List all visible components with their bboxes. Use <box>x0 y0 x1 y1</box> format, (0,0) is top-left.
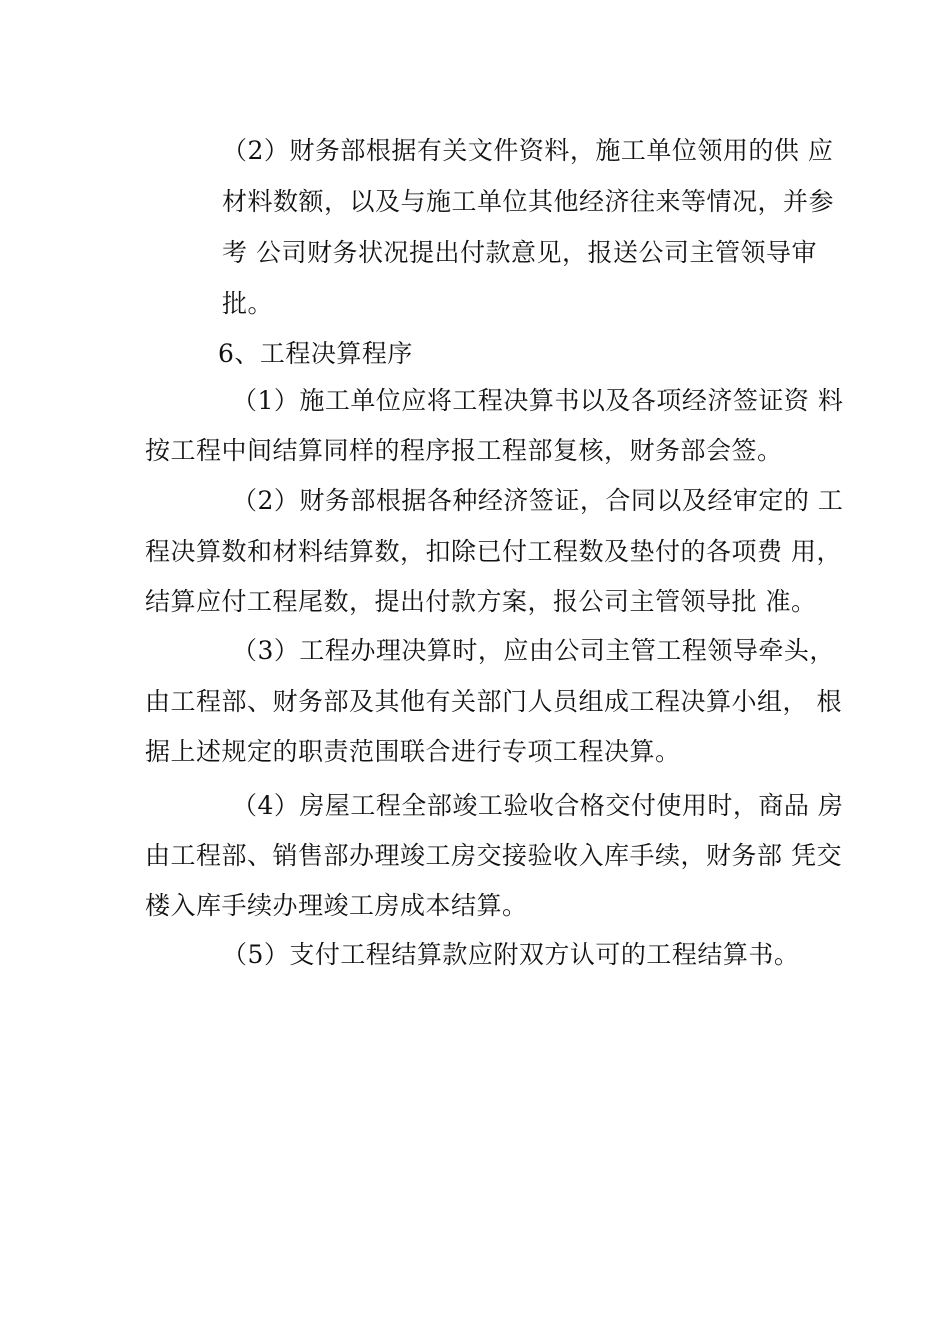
paragraph-line: 楼入库手续办理竣工房成本结算。 <box>145 891 528 920</box>
paragraph-line: 程决算数和材料结算数，扣除已付工程数及垫付的各项费 用， <box>145 537 842 566</box>
paragraph-line: （2）财务部根据有关文件资料，施工单位领用的供 应 <box>222 136 834 165</box>
paragraph-line: 材料数额，以及与施工单位其他经济往来等情况，并参 <box>222 187 835 216</box>
paragraph-line: 考 公司财务状况提出付款意见，报送公司主管领导审 <box>222 238 817 267</box>
paragraph-line: （2）财务部根据各种经济签证，合同以及经审定的 工 <box>232 486 844 515</box>
paragraph-line: 由工程部、财务部及其他有关部门人员组成工程决算小组， 根 <box>145 687 842 716</box>
paragraph-line: （1）施工单位应将工程决算书以及各项经济签证资 料 <box>232 386 844 415</box>
paragraph-line: （5）支付工程结算款应附双方认可的工程结算书。 <box>222 940 800 969</box>
paragraph-line: 据上述规定的职责范围联合进行专项工程决算。 <box>145 737 681 766</box>
section-heading: 6、工程决算程序 <box>218 339 413 368</box>
paragraph-line: （4）房屋工程全部竣工验收合格交付使用时，商品 房 <box>232 791 844 820</box>
paragraph-line: 由工程部、销售部办理竣工房交接验收入库手续，财务部 凭交 <box>145 841 842 870</box>
paragraph-line: 结算应付工程尾数，提出付款方案，报公司主管领导批 准。 <box>145 587 817 616</box>
paragraph-line: 按工程中间结算同样的程序报工程部复核，财务部会签。 <box>145 436 783 465</box>
paragraph-line: （3）工程办理决算时，应由公司主管工程领导牵头， <box>232 636 835 665</box>
paragraph-line: 批。 <box>222 289 274 318</box>
